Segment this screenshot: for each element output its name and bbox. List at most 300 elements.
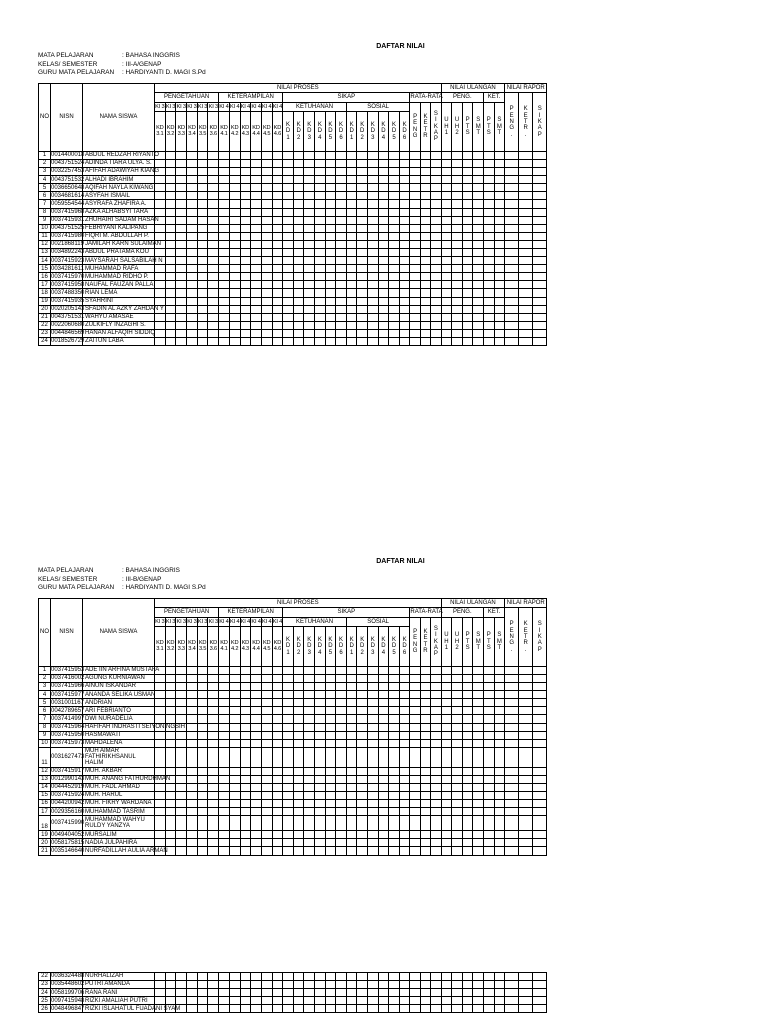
grade-cell [187,249,198,257]
grade-cell [346,249,357,257]
grade-cell [197,674,208,682]
grade-cell [357,151,368,159]
grade-cell [240,739,251,747]
grade-cell [399,200,410,208]
grade-cell [293,273,304,281]
rapor-col-header: P E N G . [505,93,519,152]
grade-cell [315,151,326,159]
grade-cell [293,338,304,346]
grade-cell [165,715,176,723]
grade-cell [462,297,473,305]
grade-cell [325,831,336,839]
grade-cell [325,224,336,232]
grade-cell [357,338,368,346]
grade-cell [283,216,294,224]
grade-cell [378,973,389,981]
grade-cell [272,338,283,346]
grade-cell [315,839,326,847]
grade-cell [473,783,484,791]
grade-cell [452,739,463,747]
grade-cell [533,216,547,224]
grade-cell [272,747,283,767]
grade-cell [389,699,400,707]
grade-cell [473,723,484,731]
grade-cell [293,200,304,208]
grade-cell [420,200,430,208]
grade-cell [176,973,187,981]
grade-cell [219,338,230,346]
grade-cell [315,232,326,240]
grade-cell [261,783,272,791]
student-no: 6 [39,707,51,715]
grade-cell [494,839,505,847]
grade-cell [399,707,410,715]
grade-cell [229,321,240,329]
student-no: 17 [39,808,51,816]
grade-cell [293,224,304,232]
grade-cell [441,159,452,167]
grade-cell [368,973,379,981]
grade-cell [261,265,272,273]
grade-cell [165,666,176,674]
grade-cell [533,775,547,783]
grade-cell [452,232,463,240]
grade-cell [389,767,400,775]
grade-cell [473,281,484,289]
grade-cell [229,666,240,674]
kd-ket-header: KD 4.5 [261,111,272,151]
grade-cell [219,666,230,674]
grade-cell [410,674,420,682]
grade-cell [389,232,400,240]
grade-cell [378,232,389,240]
grade-cell [389,224,400,232]
grade-cell [399,168,410,176]
grade-cell [519,683,533,691]
grade-cell [346,265,357,273]
grade-cell [431,265,441,273]
student-no: 7 [39,715,51,723]
grade-cell [336,338,347,346]
grade-cell [368,257,379,265]
grade-cell [378,240,389,248]
grade-cell [357,831,368,839]
grade-cell [441,281,452,289]
grade-cell [346,176,357,184]
grade-cell [519,816,533,831]
grade-cell [452,329,463,337]
grade-cell [399,800,410,808]
grade-cell [494,715,505,723]
grade-cell [187,847,198,855]
grade-cell [165,731,176,739]
grade-cell [357,329,368,337]
grade-cell [187,329,198,337]
grade-cell [229,775,240,783]
grade-cell [505,159,519,167]
table-row [39,839,547,847]
grade-cell [494,691,505,699]
grade-cell [272,674,283,682]
grade-cell [410,683,420,691]
grade-cell [420,731,430,739]
grade-cell [431,800,441,808]
grade-cell [315,699,326,707]
grade-cell [431,184,441,192]
grade-cell [346,723,357,731]
grade-cell [336,699,347,707]
grade-cell [240,847,251,855]
ki4-header: KI 4 [251,618,261,625]
grade-cell [261,731,272,739]
grade-cell [378,224,389,232]
grade-cell [251,305,262,313]
grade-cell [336,232,347,240]
ulangan-col-header: U H 1 [441,102,452,151]
student-name: MUH. FADL AHMAD [83,783,155,791]
grade-cell [187,184,198,192]
grade-cell [505,273,519,281]
student-nisn: 0043751532 [51,176,85,183]
grade-cell [261,723,272,731]
grade-cell [473,816,484,831]
grade-cell [462,831,473,839]
grade-cell [219,297,230,305]
student-nisn: 0034281611 [51,265,84,272]
grade-cell [533,816,547,831]
grade-cell [219,240,230,248]
grade-cell [399,232,410,240]
grade-cell [165,747,176,767]
grade-cell [473,997,484,1005]
grade-cell [441,232,452,240]
student-nisn: 0037415958 [51,281,85,288]
grade-cell [325,305,336,313]
grade-cell [251,666,262,674]
student-nisn: 0042789657 [51,707,85,714]
grade-cell [336,816,347,831]
grade-cell [378,816,389,831]
grade-cell [389,775,400,783]
grade-cell [155,981,166,989]
grade-cell [505,973,519,981]
grade-cell [325,159,336,167]
grade-cell [410,289,420,297]
grade-cell [208,783,219,791]
grade-cell [176,208,187,216]
ketuhanan-header: KETUHANAN [283,617,347,626]
grade-cell [431,691,441,699]
grade-cell [176,731,187,739]
grade-cell [219,715,230,723]
table-row [39,216,547,224]
grade-cell [505,691,519,699]
sheet-meta [38,52,206,78]
kd-ket-header: KD 4.2 [229,626,240,666]
grade-cell [533,747,547,767]
grade-cell [251,683,262,691]
grade-cell [304,240,315,248]
grade-cell [533,281,547,289]
grade-cell [368,168,379,176]
grade-cell [505,816,519,831]
kd-peng-header: KD 3.5 [197,111,208,151]
grade-cell [473,151,484,159]
grade-cell [368,224,379,232]
grade-cell [187,775,198,783]
grade-cell [240,329,251,337]
grade-cell [473,731,484,739]
grade-cell [483,1005,494,1013]
grade-cell [462,997,473,1005]
grade-cell [389,707,400,715]
grade-cell [452,249,463,257]
grade-cell [357,216,368,224]
grade-cell [505,257,519,265]
grade-cell [452,151,463,159]
grade-cell [315,265,326,273]
grade-cell [336,297,347,305]
grade-cell [155,249,166,257]
grade-cell [519,240,533,248]
grade-cell [315,159,326,167]
grade-cell [293,739,304,747]
grade-cell [505,715,519,723]
grade-cell [325,192,336,200]
grade-cell [368,151,379,159]
grade-cell [197,265,208,273]
grade-cell [441,747,452,767]
grade-cell [462,747,473,767]
grade-cell [229,731,240,739]
grade-cell [519,831,533,839]
grade-cell [389,783,400,791]
grade-cell [283,691,294,699]
kd-sosial-header: K D 5 [389,111,400,151]
student-name: SYAHRINI [83,297,155,305]
student-no: 8 [39,208,51,216]
grade-cell [494,783,505,791]
grade-cell [293,816,304,831]
grade-cell [165,200,176,208]
table-row [39,200,547,208]
student-name: AGUNG KURNIAWAN [83,674,155,682]
grade-cell [533,707,547,715]
grade-cell [441,997,452,1005]
student-name: ADINDA TIARA ULYA. S. [83,159,155,167]
meta-teacher: GURU MATA PELAJARAN : HARDIYANTI D. MAGI S.Pd [38,584,206,591]
grade-cell [176,321,187,329]
grade-cell [473,159,484,167]
grade-cell [315,1005,326,1013]
grade-cell [176,747,187,767]
grade-cell [420,973,430,981]
grade-cell [165,208,176,216]
grade-cell [378,691,389,699]
grade-cell [325,731,336,739]
grade-cell [165,273,176,281]
grade-cell [519,151,533,159]
student-nisn: 0043751531 [51,314,85,321]
grade-cell [240,816,251,831]
kd-peng-header: KD 3.2 [165,111,176,151]
grade-cell [410,707,420,715]
grade-cell [505,674,519,682]
grade-cell [533,265,547,273]
rapor-col-header: K E T R . [519,93,533,152]
grade-cell [187,723,198,731]
grade-cell [219,289,230,297]
ulangan-col-header: U H 1 [441,617,452,666]
grade-cell [155,715,166,723]
grade-cell [325,289,336,297]
grade-cell [431,313,441,321]
student-name: MUH. ANANG FATHURDHMAN [83,775,155,783]
grade-cell [229,273,240,281]
grade-table [38,83,547,346]
grade-cell [240,240,251,248]
grade-cell [176,997,187,1005]
grade-cell [240,159,251,167]
grade-cell [431,831,441,839]
grade-cell [240,699,251,707]
grade-cell [368,981,379,989]
student-name: AFIFAH ADAWIYAH KIANG [83,168,155,176]
grade-cell [452,747,463,767]
grade-cell [441,240,452,248]
grade-cell [462,240,473,248]
grade-cell [452,338,463,346]
ki3-header: KI 3 [197,618,208,625]
grade-cell [219,159,230,167]
grade-cell [431,305,441,313]
grade-cell [505,808,519,816]
grade-cell [452,1005,463,1013]
grade-cell [473,176,484,184]
grade-cell [462,216,473,224]
grade-cell [399,297,410,305]
grade-cell [283,981,294,989]
kd-ketuhanan-header: K D 6 [336,626,347,666]
grade-cell [219,265,230,273]
grade-cell [336,257,347,265]
grade-cell [462,989,473,997]
grade-cell [165,232,176,240]
grade-cell [197,257,208,265]
grade-cell [208,329,219,337]
grade-cell [389,731,400,739]
grade-cell [494,297,505,305]
grade-cell [165,240,176,248]
grade-cell [155,338,166,346]
table-row [39,168,547,176]
grade-cell [399,839,410,847]
grade-cell [378,747,389,767]
grade-cell [293,249,304,257]
grade-cell [368,232,379,240]
grade-cell [219,192,230,200]
grade-cell [462,184,473,192]
grade-cell [533,723,547,731]
grade-cell [325,723,336,731]
grade-cell [452,800,463,808]
grade-cell [336,151,347,159]
grade-cell [357,265,368,273]
grade-cell [261,683,272,691]
grade-cell [219,707,230,715]
grade-cell [410,313,420,321]
grade-cell [519,232,533,240]
table-row [39,674,547,682]
grade-cell [165,989,176,997]
grade-cell [533,159,547,167]
grade-cell [473,184,484,192]
student-nisn: 0018526729 [51,338,85,345]
grade-cell [197,176,208,184]
grade-cell [304,839,315,847]
student-name: RANA RANI [83,989,155,997]
rata-rata-header: RATA-RATA [410,609,443,616]
grade-cell [187,192,198,200]
grade-cell [272,176,283,184]
kd-ket-header: KD 4.4 [251,626,262,666]
grade-cell [410,224,420,232]
grade-cell [462,981,473,989]
grade-cell [208,800,219,808]
grade-cell [357,273,368,281]
grade-cell [165,321,176,329]
table-row [39,767,547,775]
grade-cell [283,273,294,281]
grade-cell [261,232,272,240]
grade-cell [494,273,505,281]
grade-cell [410,731,420,739]
grade-cell [441,831,452,839]
grade-cell [505,240,519,248]
grade-cell [533,792,547,800]
rapor-col-header: P E N G . [505,608,519,667]
grade-cell [304,683,315,691]
grade-cell [197,783,208,791]
grade-cell [325,1005,336,1013]
grade-cell [219,723,230,731]
grade-cell [399,305,410,313]
grade-cell [176,257,187,265]
table-row [39,281,547,289]
grade-cell [431,249,441,257]
grade-cell [304,731,315,739]
grade-cell [505,321,519,329]
grade-cell [462,273,473,281]
grade-cell [315,224,326,232]
grade-cell [494,176,505,184]
grade-cell [283,265,294,273]
grade-cell [272,808,283,816]
grade-cell [420,159,430,167]
grade-cell [346,674,357,682]
grade-cell [336,691,347,699]
grade-cell [431,321,441,329]
grade-cell [272,683,283,691]
grade-cell [494,168,505,176]
grade-cell [505,739,519,747]
kd-sosial-header: K D 6 [399,111,410,151]
grade-cell [462,208,473,216]
grade-cell [272,989,283,997]
grade-cell [441,313,452,321]
grade-cell [410,297,420,305]
grade-cell [420,674,430,682]
